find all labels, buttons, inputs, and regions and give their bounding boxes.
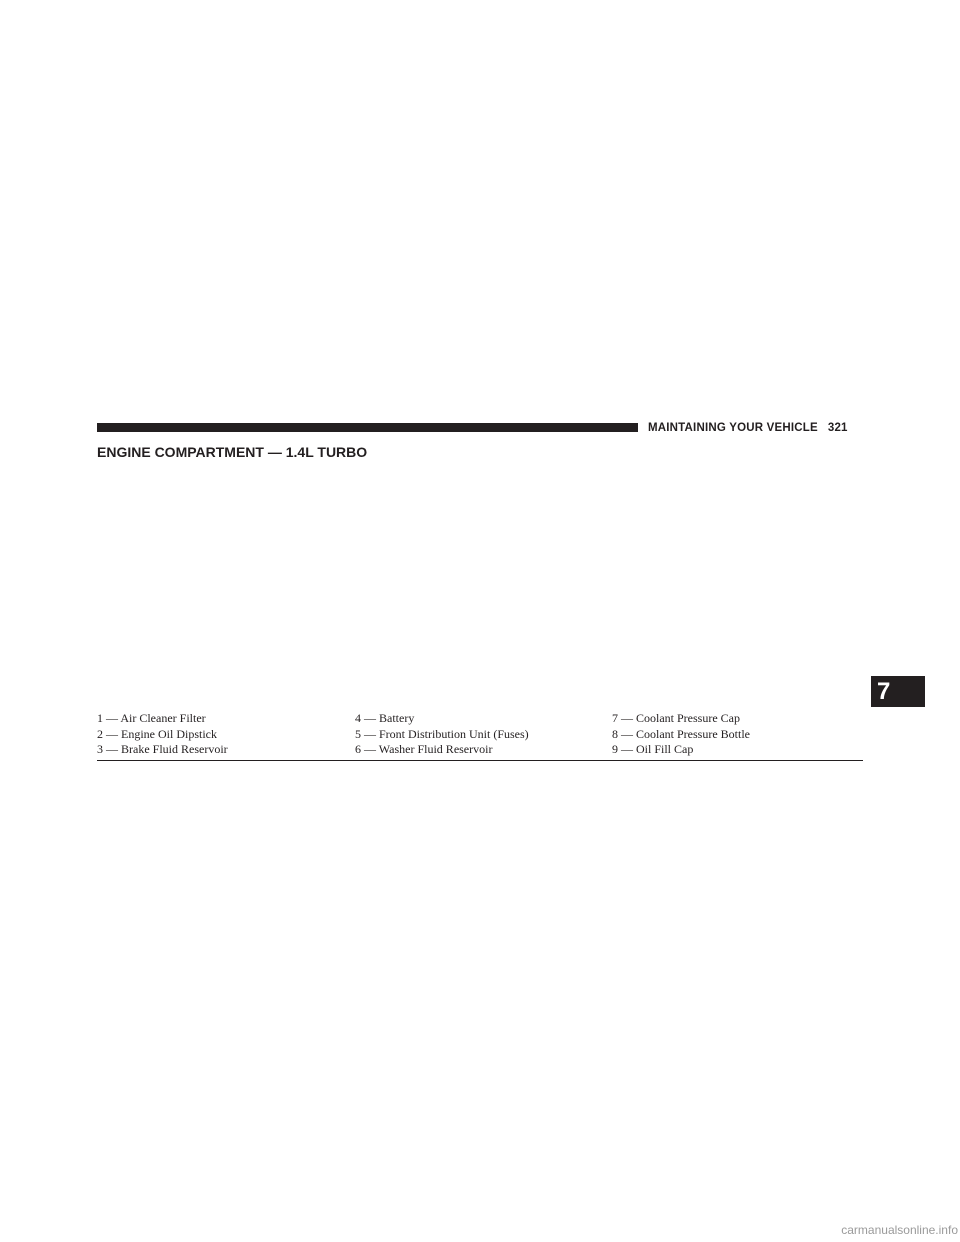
legend-bottom-rule bbox=[97, 760, 863, 761]
legend-item: 9 — Oil Fill Cap bbox=[612, 742, 694, 756]
watermark: carmanualsonline.info bbox=[841, 1223, 958, 1237]
legend-item: 6 — Washer Fluid Reservoir bbox=[355, 742, 493, 756]
legend-item: 5 — Front Distribution Unit (Fuses) bbox=[355, 726, 529, 741]
section-name: MAINTAINING YOUR VEHICLE bbox=[648, 422, 818, 434]
header-rule-bar bbox=[97, 423, 638, 432]
running-header bbox=[648, 420, 864, 436]
legend-column-1 bbox=[97, 711, 355, 758]
legend-item: 3 — Brake Fluid Reservoir bbox=[97, 742, 228, 756]
legend-column-3 bbox=[612, 711, 863, 758]
legend-item: 2 — Engine Oil Dipstick bbox=[97, 726, 217, 741]
figure-legend bbox=[97, 711, 863, 758]
section-title: ENGINE COMPARTMENT — 1.4L TURBO bbox=[97, 444, 368, 460]
legend-column-2 bbox=[355, 711, 612, 758]
legend-item: 8 — Coolant Pressure Bottle bbox=[612, 726, 750, 741]
legend-item: 4 — Battery bbox=[355, 711, 415, 725]
legend-item: 7 — Coolant Pressure Cap bbox=[612, 711, 740, 725]
chapter-tab: 7 bbox=[871, 676, 925, 707]
legend-item: 1 — Air Cleaner Filter bbox=[97, 711, 206, 725]
page-number: 321 bbox=[827, 422, 848, 434]
engine-compartment-figure bbox=[97, 470, 863, 704]
